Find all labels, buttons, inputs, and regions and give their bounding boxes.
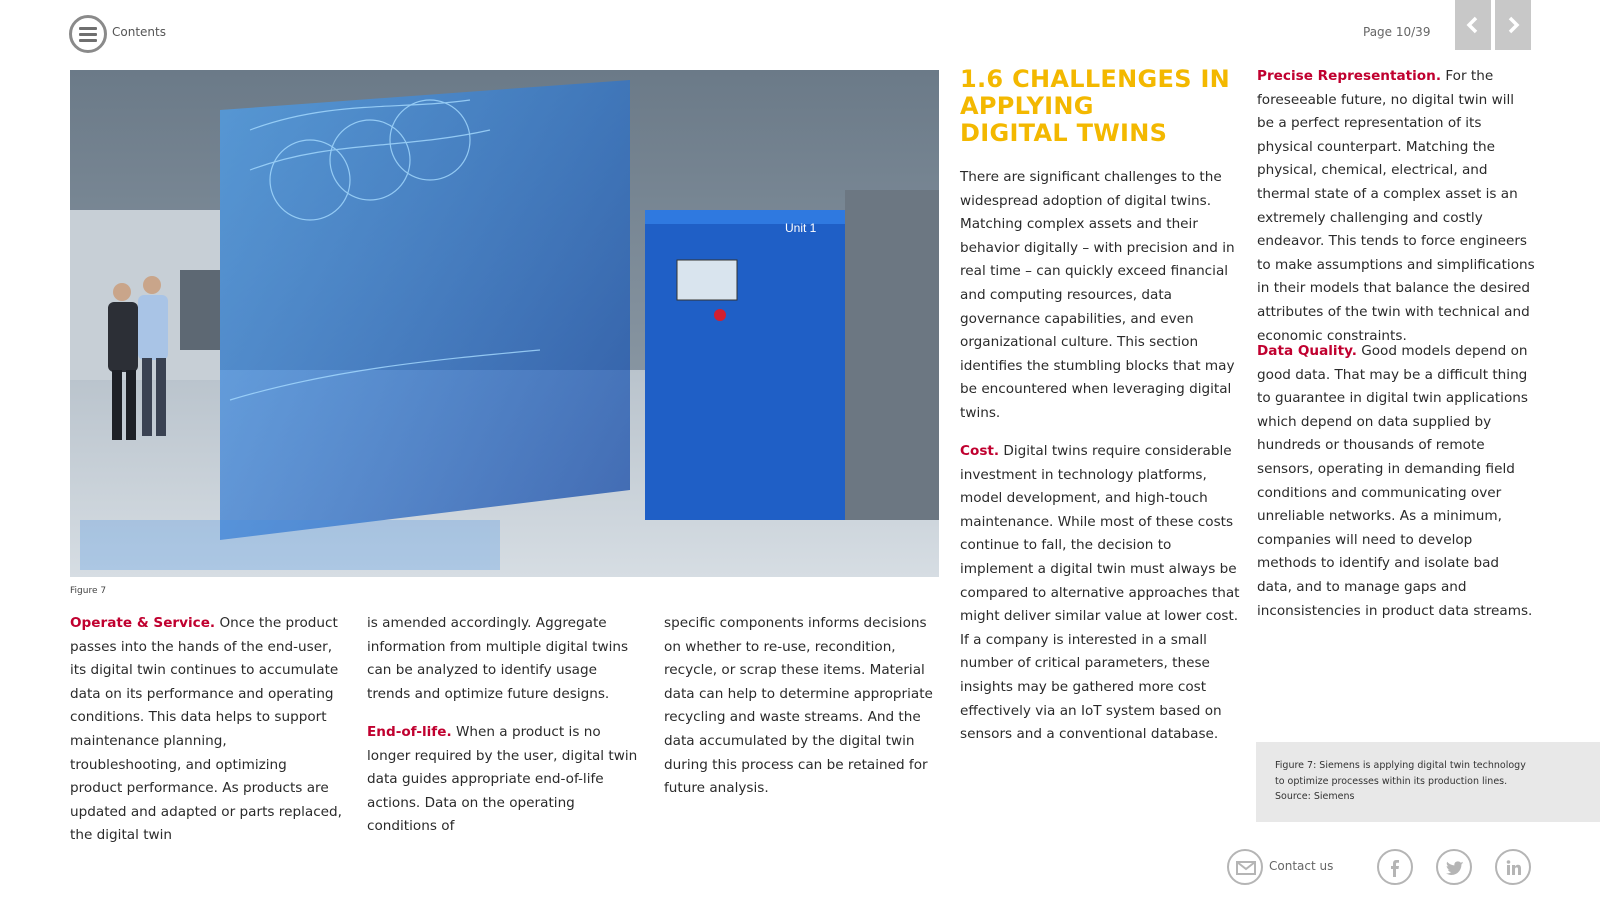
menu-bar (79, 39, 97, 42)
facebook-button[interactable] (1377, 849, 1413, 885)
precise-representation-paragraph (1257, 65, 1535, 348)
data-quality-text: Good models depend on good data. That may be a difficult thing to guarantee in digital twin applications which depend on data supplied by hundreds or thousands of remote sensors, operating in demanding field conditions and communicating over unreliable networks. As a minimum, companies will need to develop methods to identify and isolate bad data, and to manage gaps and inconsistencies in product data streams. (1257, 343, 1533, 619)
facebook-icon (1386, 858, 1406, 878)
operate-service-title: Operate & Service. (70, 615, 216, 631)
cost-title: Cost. (960, 443, 1000, 459)
page-indicator: Page 10/39 (1363, 25, 1431, 39)
components-paragraph: specific components informs decisions on whether to re-use, recondition, recycle, or scrap these items. Material data can help to determine appropriate recycling and waste streams. And the data accumulated by the digital twin during this process can be retained for future analysis. (664, 615, 933, 797)
heading-line-2: APPLYING (960, 92, 1094, 120)
contact-us-link[interactable]: Contact us (1269, 859, 1334, 873)
end-of-life-paragraph (367, 721, 639, 839)
end-of-life-title: End-of-life. (367, 724, 452, 740)
operate-service-paragraph (70, 612, 342, 848)
figure-caption: Figure 7: Siemens is applying digital twin technology to optimize processes within its production lines. Source: Siemens (1275, 760, 1526, 802)
operate-service-text: Once the product passes into the hands of the end-user, its digital twin continues to accumulate data on its performance and operating conditions. This data helps to support maintenance planning, troubleshooting, and optimizing product performance. As products are updated and adapted or parts replaced, the digital twin (70, 615, 342, 844)
chevron-right-icon (1503, 15, 1523, 35)
precise-representation-title: Precise Representation. (1257, 68, 1441, 84)
end-of-life-text: When a product is no longer required by the user, digital twin data guides appropriate end-of-life actions. Data on the operating conditions of (367, 724, 638, 835)
contact-button[interactable] (1227, 849, 1263, 885)
data-quality-title: Data Quality. (1257, 343, 1357, 359)
figure-label: Figure 7 (70, 586, 107, 596)
chevron-left-icon (1463, 15, 1483, 35)
precise-representation-text: For the foreseeable future, no digital twin will be a perfect representation of its physical counterpart. Matching the physical, chemical, electrical, and thermal state of a complex asset is an extremely challenging and costly endeavor. This tends to force engineers to make assumptions and simplifications in their models that balance the desired attributes of the twin with technical and economic constraints. (1257, 68, 1535, 344)
intro-paragraph: There are significant challenges to the widespread adoption of digital twins. Matching complex assets and their behavior digitally – with precision and in real time – can quickly exceed financial and computing resources, data governance capabilities, and even organizational culture. This section identifies the stumbling blocks that may be encountered when leveraging digital twins. (960, 169, 1235, 421)
envelope-icon (1236, 858, 1256, 878)
data-quality-paragraph (1257, 340, 1535, 623)
section-heading (960, 66, 1240, 147)
factory-digital-twin-image (70, 70, 939, 577)
linkedin-icon (1504, 858, 1524, 878)
linkedin-button[interactable] (1495, 849, 1531, 885)
menu-bar (79, 27, 97, 30)
contents-label[interactable]: Contents (112, 25, 166, 39)
menu-bar (79, 33, 97, 36)
twitter-icon (1445, 858, 1465, 878)
next-page-button[interactable] (1495, 0, 1531, 50)
twitter-button[interactable] (1436, 849, 1472, 885)
previous-page-button[interactable] (1455, 0, 1491, 50)
aggregate-paragraph: is amended accordingly. Aggregate information from multiple digital twins can be analyzed to identify usage trends and optimize future designs. (367, 615, 629, 702)
figure-caption-box (1256, 742, 1600, 822)
cost-paragraph (960, 440, 1240, 747)
heading-line-1: 1.6 CHALLENGES IN (960, 65, 1231, 93)
machine-label: Unit 1 (785, 221, 817, 235)
contents-menu-button[interactable] (69, 15, 107, 53)
heading-line-3: DIGITAL TWINS (960, 119, 1168, 147)
cost-text: Digital twins require considerable investment in technology platforms, model development, and high-touch maintenance. While most of these costs continue to fall, the decision to implement a digital twin must always be compared to alternative approaches that might deliver similar value at lower cost. If a company is interested in a small number of critical parameters, these insights may be gathered more cost effectively via an IoT system based on sensors and a conventional database. (960, 443, 1240, 743)
